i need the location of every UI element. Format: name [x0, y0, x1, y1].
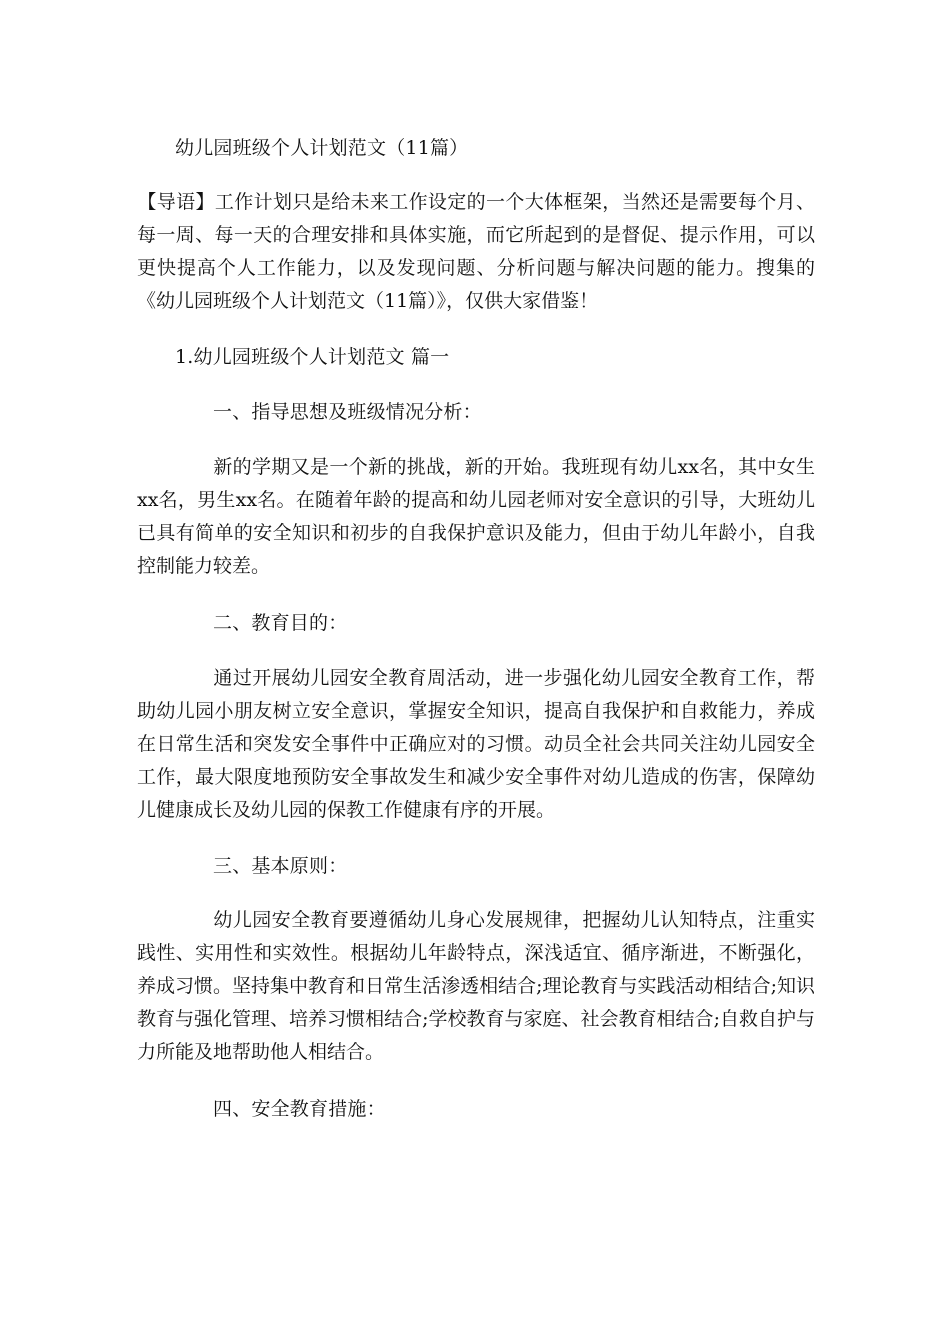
- paragraph-basic-principles-text: 幼儿园安全教育要遵循幼儿身心发展规律，把握幼儿认知特点，注重实践性、实用性和实效性。根据幼儿年龄特点，深浅适宜、循序渐进，不断强化，养成习惯。坚持集中教育和日常生活渗透相结合;理论教育与实践活动相结合;知识教育与强化管理、培养习惯相结合;学校教育与家庭、社会教育相结合;自救自护与力所能及地帮助他人相结合。: [137, 909, 815, 1063]
- paragraph-education-goals-text: 通过开展幼儿园安全教育周活动，进一步强化幼儿园安全教育工作，帮助幼儿园小朋友树立安全意识，掌握安全知识，提高自我保护和自救能力，养成在日常生活和突发安全事件中正确应对的习惯。动员全社会共同关注幼儿园安全工作，最大限度地预防安全事故发生和减少安全事件对幼儿造成的伤害，保障幼儿健康成长及幼儿园的保教工作健康有序的开展。: [137, 667, 815, 821]
- heading-guiding-ideas: 一、指导思想及班级情况分析：: [213, 401, 482, 423]
- section-title: 1.幼儿园班级个人计划范文 篇一: [175, 346, 450, 368]
- document-title: 幼儿园班级个人计划范文（11篇）: [175, 137, 469, 159]
- intro-text: 【导语】工作计划只是给未来工作设定的一个大体框架，当然还是需要每个月、每一周、每一天的合理安排和具体实施，而它所起到的是督促、提示作用，可以更快提高个人工作能力，以及发现问题、分析问题与解决问题的能力。搜集的《幼儿园班级个人计划范文（11篇）》，仅供大家借鉴！: [137, 191, 815, 312]
- paragraph-education-goals: [137, 662, 815, 827]
- heading-basic-principles: 三、基本原则：: [213, 855, 348, 877]
- heading-safety-measures: 四、安全教育措施：: [213, 1098, 386, 1120]
- paragraph-class-analysis: [137, 451, 815, 583]
- paragraph-class-analysis-text: 新的学期又是一个新的挑战，新的开始。我班现有幼儿xx名，其中女生xx名，男生xx名。在随着年龄的提高和幼儿园老师对安全意识的引导，大班幼儿已具有简单的安全知识和初步的自我保护意识及能力，但由于幼儿年龄小，自我控制能力较差。: [137, 456, 815, 577]
- heading-education-goals: 二、教育目的：: [213, 612, 348, 634]
- intro-paragraph: [137, 186, 815, 318]
- paragraph-basic-principles: [137, 904, 815, 1069]
